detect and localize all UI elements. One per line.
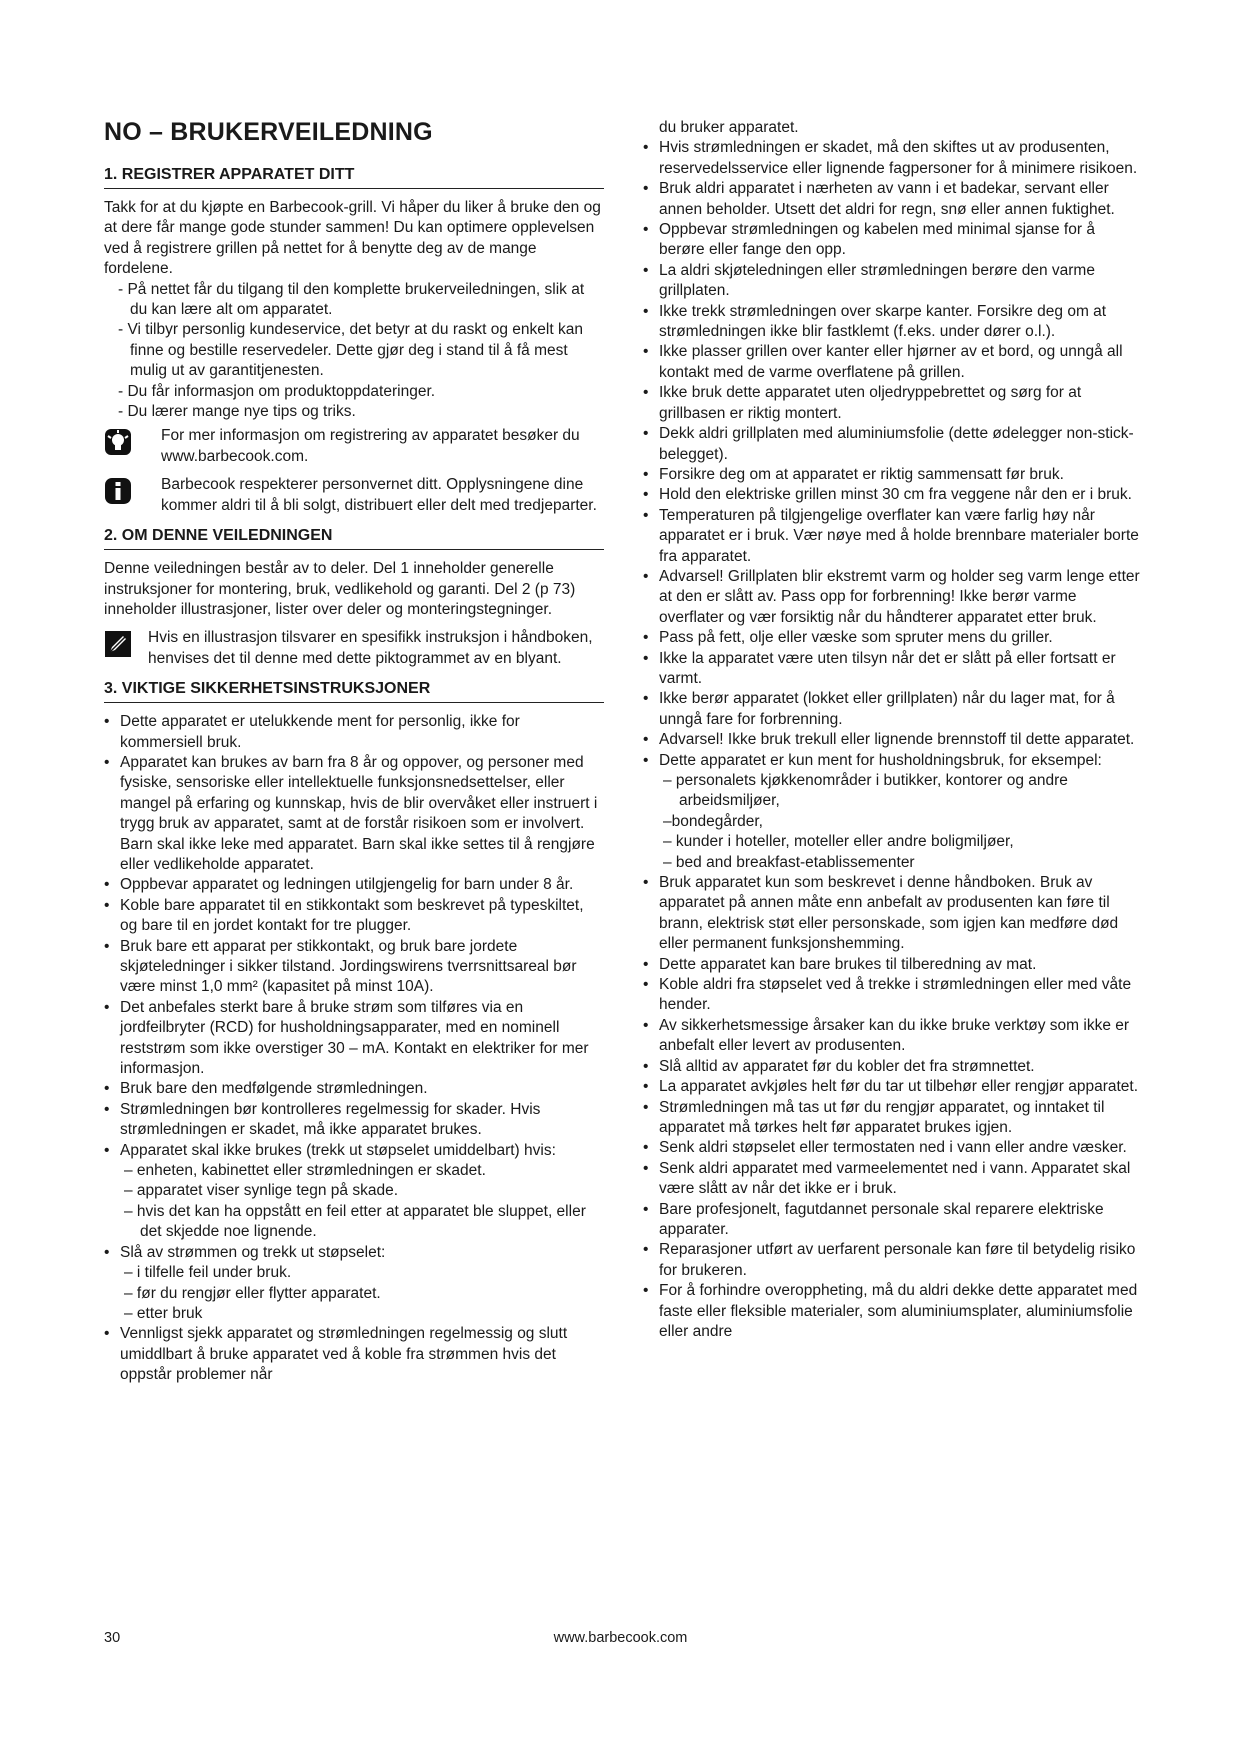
pencil-note	[104, 628, 604, 669]
list-item	[643, 751, 1143, 873]
page-number: 30	[104, 1630, 121, 1646]
list-item: • Av sikkerhetsmessige årsaker kan du ikke bruke verktøy som ikke er anbefalt eller levert av produsenten.	[643, 1016, 1143, 1057]
list-item: • Bruk bare ett apparat per stikkontakt, og bruk bare jordete skjøteledninger i sikker tilstand. Jordingswirens tverrsnittsareal bør være minst 1,0 mm² (kapasitet på minst 10A).	[104, 937, 604, 998]
list-item: • La aldri skjøteledningen eller strømledningen berøre den varme grillplaten.	[643, 261, 1143, 302]
footer-url: www.barbecook.com	[553, 1630, 688, 1646]
list-item: • Dette apparatet er utelukkende ment for personlig, ikke for kommersiell bruk.	[104, 712, 604, 753]
list-item: • Det anbefales sterkt bare å bruke strøm som tilføres via en jordfeilbryter (RCD) for husholdningsapparater, med en nominell reststrøm som ikke overstiger 30 – mA. Kontakt en elektriker for mer informasjon.	[104, 998, 604, 1080]
info-note	[104, 475, 604, 516]
list-item: • Dette apparatet kan bare brukes til tilberedning av mat.	[643, 955, 1143, 975]
list-item: - Du lærer mange nye tips og triks.	[118, 403, 356, 421]
list-item: - På nettet får du tilgang til den komplette brukerveiledningen, slik at du kan lære alt om apparatet.	[118, 280, 585, 319]
list-item: • Dekk aldri grillplaten med aluminiumsfolie (dette ødelegger non-stick-belegget).	[643, 424, 1143, 465]
left-column	[104, 112, 604, 1396]
section-heading-register: 1. REGISTRER APPARATET DITT	[104, 165, 604, 189]
list-item: • Ikke trekk strømledningen over skarpe kanter. Forsikre deg om at strømledningen ikke blir fastklemt (f.eks. under dører o.l.).	[643, 302, 1143, 343]
list-item	[104, 1243, 604, 1325]
list-item: • Temperaturen på tilgjengelige overflater kan være farlig høy når apparatet er i bruk. Vær nøye med å holde brennbare materialer borte fra apparatet.	[643, 506, 1143, 567]
list-item-text: Apparatet skal ikke brukes (trekk ut støpselet umiddelbart) hvis:	[120, 1141, 556, 1159]
continuation-text: du bruker apparatet.	[659, 119, 799, 136]
page-title: NO – BRUKERVEILEDNING	[104, 118, 433, 146]
list-item: • La apparatet avkjøles helt før du tar ut tilbehør eller rengjør apparatet.	[643, 1077, 1143, 1097]
list-item: • Senk aldri støpselet eller termostaten ned i vann eller andre væsker.	[643, 1138, 1143, 1158]
list-item: • Hold den elektriske grillen minst 30 cm fra veggene når den er i bruk.	[643, 485, 1143, 505]
list-item: • Slå alltid av apparatet før du kobler det fra strømnettet.	[643, 1057, 1143, 1077]
list-item: • Hvis strømledningen er skadet, må den skiftes ut av produsenten, reservedelsservice eller lignende fagpersoner for å minimere risikoen.	[643, 138, 1143, 179]
list-item: • Strømledningen bør kontrolleres regelmessig for skader. Hvis strømledningen er skadet, må ikke apparatet brukes.	[104, 1100, 604, 1141]
list-item: • Oppbevar strømledningen og kabelen med minimal sjanse for å berøre eller fange den opp.	[643, 220, 1143, 261]
sub-list-item: – hvis det kan ha oppstått en feil etter at apparatet ble sluppet, eller det skjedde noe lignende.	[124, 1202, 586, 1241]
list-item: - Vi tilbyr personlig kundeservice, det betyr at du raskt og enkelt kan finne og bestille reservedeler. Dette gjør deg i stand til å få mest mulig ut av garantitjenesten.	[118, 321, 583, 380]
pencil-note-text: Hvis en illustrasjon tilsvarer en spesifikk instruksjon i håndboken, henvises det til denne med dette piktogrammet av en blyant.	[148, 629, 593, 667]
list-item	[104, 1141, 604, 1243]
list-item: • Bruk bare den medfølgende strømledningen.	[104, 1079, 604, 1099]
sub-list-item: – bed and breakfast-etablissementer	[663, 853, 915, 871]
list-item: • Forsikre deg om at apparatet er riktig sammensatt før bruk.	[643, 465, 1143, 485]
safety-list-left	[104, 712, 604, 1385]
list-item: • Senk aldri apparatet med varmeelementet ned i vann. Apparatet skal være slått av når det ikke er i bruk.	[643, 1159, 1143, 1200]
tip-note	[104, 426, 604, 467]
section-heading-about: 2. OM DENNE VEILEDNINGEN	[104, 526, 604, 550]
list-item: • Bruk aldri apparatet i nærheten av vann i et badekar, servant eller annen beholder. Utsett det aldri for regn, snø eller annen fuktighet.	[643, 179, 1143, 220]
section-safety	[104, 679, 604, 1385]
sub-list-item: – apparatet viser synlige tegn på skade.	[124, 1182, 399, 1200]
right-column	[643, 118, 1143, 1342]
register-intro: Takk for at du kjøpte en Barbecook-grill. Vi håper du liker å bruke den og at dere får mange gode stunder sammen! Du kan optimere opplevelsen ved å registrere grillen på nettet for å benytte deg av de mange fordelene.	[104, 199, 601, 278]
list-item: • Strømledningen må tas ut før du rengjør apparatet, og inntaket til apparatet må tørkes helt før apparatet brukes igjen.	[643, 1098, 1143, 1139]
sub-list-item: – kunder i hoteller, moteller eller andre boligmiljøer,	[663, 833, 1014, 851]
info-icon	[104, 477, 132, 505]
lightbulb-icon	[104, 428, 132, 456]
sub-list-item: –bondegårder,	[663, 812, 763, 830]
list-item: • Koble aldri fra støpselet ved å trekke i strømledningen eller med våte hender.	[643, 975, 1143, 1016]
pencil-icon	[104, 630, 132, 658]
sub-list-item: – etter bruk	[124, 1304, 203, 1322]
list-item: • Oppbevar apparatet og ledningen utilgjengelig for barn under 8 år.	[104, 875, 604, 895]
sub-list-item: – enheten, kabinettet eller strømledningen er skadet.	[124, 1162, 486, 1180]
sub-list	[120, 1263, 604, 1324]
sub-list-item: – personalets kjøkkenområder i butikker, kontorer og andre arbeidsmiljøer,	[663, 772, 1068, 810]
sub-list-item: – før du rengjør eller flytter apparatet.	[124, 1284, 381, 1302]
benefits-list	[104, 280, 604, 423]
sub-list-item: – i tilfelle feil under bruk.	[124, 1264, 292, 1282]
tip-note-text: For mer informasjon om registrering av apparatet besøker du www.barbecook.com.	[161, 427, 580, 465]
list-item: • For å forhindre overoppheting, må du aldri dekke dette apparatet med faste eller fleksible materialer, som aluminiumsplater, aluminiumsfolie eller andre	[643, 1281, 1143, 1342]
sub-list	[120, 1161, 604, 1243]
list-item: • Pass på fett, olje eller væske som spruter mens du griller.	[643, 628, 1143, 648]
list-item: • Bare profesjonelt, fagutdannet personale skal reparere elektriske apparater.	[643, 1200, 1143, 1241]
list-item: • Vennligst sjekk apparatet og strømledningen regelmessig og slutt umiddlbart å bruke apparatet ved å koble fra strømmen hvis det oppstår problemer når	[104, 1324, 604, 1385]
section-heading-safety: 3. VIKTIGE SIKKERHETSINSTRUKSJONER	[104, 679, 604, 703]
list-item: • Ikke plasser grillen over kanter eller hjørner av et bord, og unngå all kontakt med de varme overflatene på grillen.	[643, 342, 1143, 383]
info-note-text: Barbecook respekterer personvernet ditt. Opplysningene dine kommer aldri til å bli solgt, distribuert eller delt med tredjeparter.	[161, 476, 597, 514]
sub-list	[659, 771, 1143, 873]
list-item: • Advarsel! Grillplaten blir ekstremt varm og holder seg varm lenge etter at den er slått av. Pass opp for forbrenning! Ikke berør varme overflater og vær forsiktig når du håndterer apparatet etter bruk.	[643, 567, 1143, 628]
list-item: • Ikke berør apparatet (lokket eller grillplaten) når du lager mat, for å unngå fare for forbrenning.	[643, 689, 1143, 730]
list-item: • Koble bare apparatet til en stikkontakt som beskrevet på typeskiltet, og bare til en jordet kontakt for tre plugger.	[104, 896, 604, 937]
section-about	[104, 526, 604, 669]
list-item: • Reparasjoner utført av uerfarent personale kan føre til betydelig risiko for brukeren.	[643, 1240, 1143, 1281]
list-item: • Apparatet kan brukes av barn fra 8 år og oppover, og personer med fysiske, sensoriske eller intellektuelle funksjonsnedsettelser, eller mangel på erfaring og kunnskap, hvis de blir overvåket eller instruert i trygg bruk av apparatet, samt at de forstår risikoen som er involvert. Barn skal ikke leke med apparatet. Barn skal ikke settes til å rengjøre eller vedlikeholde apparatet.	[104, 753, 604, 875]
list-item: • Ikke bruk dette apparatet uten oljedryppebrettet og sørg for at grillbasen er riktig montert.	[643, 383, 1143, 424]
list-item-text: Dette apparatet er kun ment for husholdningsbruk, for eksempel:	[659, 751, 1102, 769]
list-item: • Bruk apparatet kun som beskrevet i denne håndboken. Bruk av apparatet på annen måte enn anbefalt av produsenten kan føre til brann, elektrisk støt eller personskade, som igjen kan medføre død eller permanent funksjonshemming.	[643, 873, 1143, 955]
list-item: • Advarsel! Ikke bruk trekull eller lignende brennstoff til dette apparatet.	[643, 730, 1143, 750]
section-register	[104, 165, 604, 516]
safety-list-right	[643, 138, 1143, 1342]
about-text: Denne veiledningen består av to deler. Del 1 inneholder generelle instruksjoner for montering, bruk, vedlikehold og garanti. Del 2 (p 73) inneholder illustrasjoner, lister over deler og monteringstegninger.	[104, 560, 576, 618]
list-item: - Du får informasjon om produktoppdateringer.	[118, 382, 436, 400]
list-item: • Ikke la apparatet være uten tilsyn når det er slått på eller fortsatt er varmt.	[643, 649, 1143, 690]
list-item-text: Slå av strømmen og trekk ut støpselet:	[120, 1243, 386, 1261]
